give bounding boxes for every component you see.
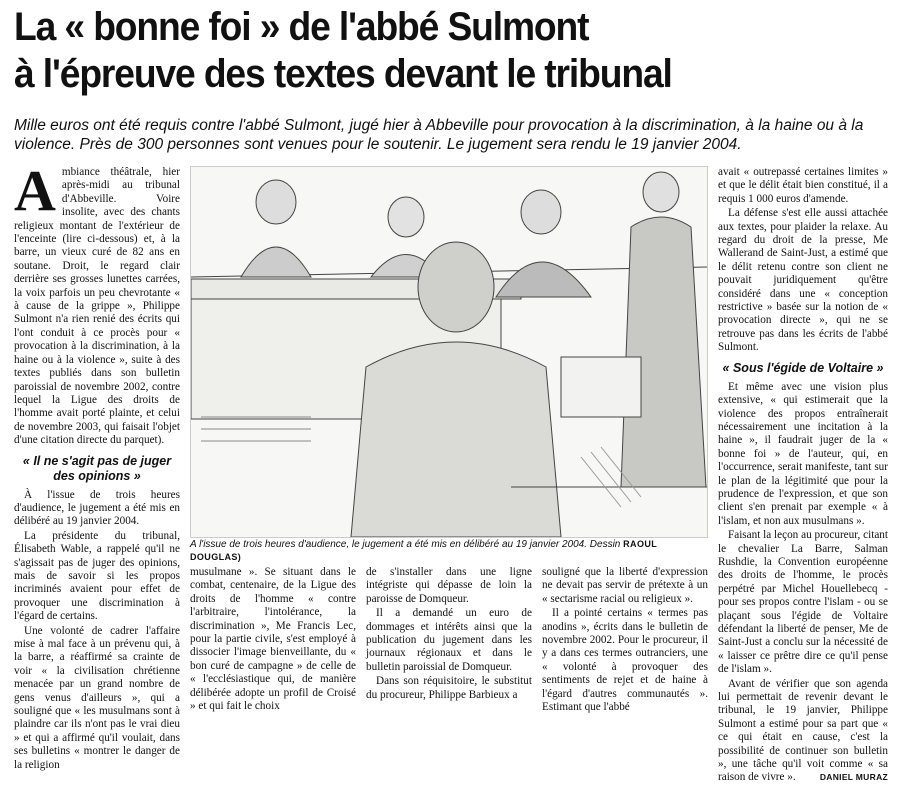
drop-cap: A xyxy=(14,158,56,223)
column-1 xyxy=(14,158,180,773)
column-5 xyxy=(718,166,888,786)
paragraph: La présidente du tribunal, Élisabeth Wable, a rappelé qu'il ne s'agissait pas de juger des opinions, mais de savoir si les propos incriminés avaient pour effet de provoquer une discrimination à l'égard de certains. xyxy=(14,529,180,623)
column-4 xyxy=(542,566,708,715)
illustration-caption: A l'issue de trois heures d'audience, le jugement a été mis en délibéré au 19 janvier 2004. Dessin RAOUL DOUGLAS) xyxy=(190,539,657,562)
subhead-opinions: « Il ne s'agit pas de juger des opinions » xyxy=(22,453,172,483)
paragraph: Il a demandé un euro de dommages et intérêts ainsi que la publication du jugement dans les journaux régionaux et dans le bulletin paroissial de Domqueur. xyxy=(366,607,532,673)
subhead-voltaire: « Sous l'égide de Voltaire » xyxy=(722,360,884,375)
headline-line-1: La « bonne foi » de l'abbé Sulmont xyxy=(14,5,589,49)
paragraph: avait « outrepassé certaines limites » et que le délit était bien constitué, il a requis 1 000 euros d'amende. xyxy=(718,166,888,205)
courtroom-illustration xyxy=(190,166,708,538)
lead-paragraph: Ambiance théâtrale, hier après-midi au tribunal d'Abbeville. Voire insolite, avec des chants religieux montant de l'extérieur de l'enceinte (lire ci-dessous) et, à la barre, un vieux curé de 82 ans en soutane. Droit, le regard clair derrière ses grosses lunettes carrées, la voix parfois un peu chevrotante « à cause de la grippe », Philippe Sulmont n'a rien renié des écrits qui l'ont conduit à ce procès pour « provocation à la discrimination, à la haine ou à la violence », suite à des textes publiés dans son bulletin paroissial de novembre 2002, contre lequel la Ligue des droits de l'homme avait porté plainte, et celui de novembre 2003, qui faisait l'objet d'une citation directe du parquet). xyxy=(14,158,180,447)
paragraph: Avant de vérifier que son agenda lui permettait de revenir devant le tribunal, le 19 janvier, Philippe Sulmont a estimé pour sa part que « ce qui était en cause, c'est la possibilité de continuer son bulletin », une tâche qu'il voit comme « sa raison de vivre ». DANIEL MURAZ xyxy=(718,677,888,784)
paragraph: souligné que la liberté d'expression ne devait pas servir de prétexte à un « sectarisme racial ou religieux ». xyxy=(542,566,708,605)
byline: DANIEL MURAZ xyxy=(819,772,888,783)
paragraph: Une volonté de cadrer l'affaire mise à mal face à un prévenu qui, à la barre, a réaffirmé sa crainte de voir « la civilisation chrétienne menacée par un grand nombre de gens venus d'ailleurs », qui a souligné que « les musulmans sont à plaindre car ils n'ont pas le vrai dieu » et qui a affirmé qu'il voulait, dans ses bulletins « montrer le danger de la religion xyxy=(14,624,180,771)
column-3 xyxy=(366,566,532,703)
illustration-credit: RAOUL DOUGLAS) xyxy=(190,539,657,562)
column-2 xyxy=(190,566,356,714)
headline-line-2: à l'épreuve des textes devant le tribunal xyxy=(14,52,672,96)
paragraph: À l'issue de trois heures d'audience, le jugement a été mis en délibéré au 19 janvier 2004. xyxy=(14,488,180,528)
paragraph: musulmane ». Se situant dans le combat, centenaire, de la Ligue des droits de l'homme « contre l'arbitraire, l'intolérance, la discrimination », Me Francis Lec, pour la partie civile, s'est employé à dissocier l'image bienveillante, du « bon curé de campagne » de celle de « l'ecclésiastique qui, de manière délibérée adopte un profil de Croisé » et qui fait le choix xyxy=(190,566,356,713)
paragraph: Faisant la leçon au procureur, citant le chevalier La Barre, Salman Rushdie, la Convention européenne des droits de l'homme, le procès perpétré par Michel Houellebecq - pour ses propos contre l'islam - ou se plaçant sous l'égide de Voltaire défendant la liberté de penser, Me de Saint-Just a conclu sur la nécessité de « laisser ce prêtre dire ce qu'il pense de l'islam ». xyxy=(718,529,888,676)
headline xyxy=(14,4,832,98)
paragraph: de s'installer dans une ligne intégriste qui dépasse de loin la paroisse de Domqueur. xyxy=(366,566,532,605)
deck-summary: Mille euros ont été requis contre l'abbé Sulmont, jugé hier à Abbeville pour provocation à la discrimination, à la haine ou à la violence. Près de 300 personnes sont venues pour le soutenir. Le jugement sera rendu le 19 janvier 2004. xyxy=(14,117,864,153)
paragraph: Et même avec une vision plus extensive, « qui estimerait que la violence des propos entraînerait nécessairement une incitation à la haine », il faudrait juger de la « bonne foi » de l'auteur, qui, en l'occurrence, serait manifeste, tant sur le plan de la légitimité que pour la prudence de l'expression, et que son client s'en prenait par exemple « à l'islam, et non aux musulmans ». xyxy=(718,380,888,527)
paragraph: Il a pointé certains « termes pas anodins », écrits dans le bulletin de novembre 2002. Pour le procureur, il y a dans ces termes outranciers, une « volonté à provoquer des sentiments de rejet et de haine à l'égard d'autres communautés ». Estimant que l'abbé xyxy=(542,607,708,714)
paragraph: Dans son réquisitoire, le substitut du procureur, Philippe Barbieux a xyxy=(366,675,532,701)
courtroom-sketch xyxy=(191,167,707,537)
paragraph: La défense s'est elle aussi attachée aux textes, pour plaider la relaxe. Au regard du droit de la presse, Me Wallerand de Saint-Just, a estimé que le délit retenu contre son client ne pouvait juridiquement qu'être considéré dans une « conception restrictive » basée sur la notion de « provocation directe », qui ne se retrouve pas dans les écrits de l'abbé Sulmont. xyxy=(718,207,888,354)
